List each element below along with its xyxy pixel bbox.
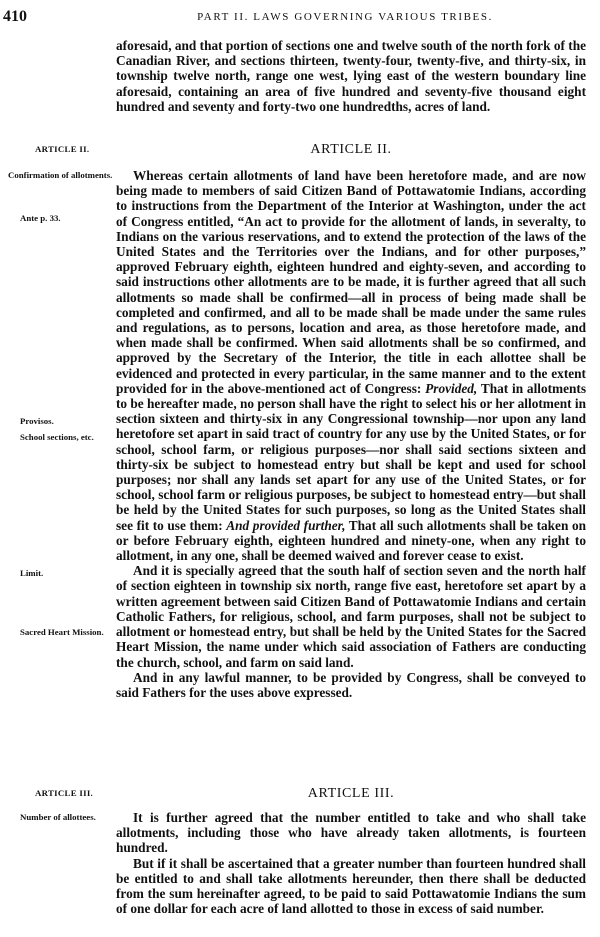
- margin-article-label: ARTICLE III.: [35, 788, 94, 798]
- page-number: 410: [3, 8, 27, 25]
- margin-note-provisos: Provisos.: [20, 416, 54, 426]
- margin-article-label: ARTICLE II.: [35, 144, 90, 154]
- paragraph: But if it shall be ascertained that a greater number than fourteen hundred shall be entitled to and shall take allotments hereunder, then there shall be deducted from the sum hereinafter agreed, to be paid to said Pottawatomie Indians the sum of one dollar for each acre of land allotted to those in excess of said number.: [116, 855, 586, 917]
- margin-note-confirmation: Confirmation of allotments.: [8, 170, 113, 180]
- text-run: That all such allotments shall be taken on or before February eighth, eighteen hundred and ninety-one, when any right to allotment, in any one, shall be deemed waived and forever cease to exist.: [116, 517, 586, 564]
- article-2-body: [116, 168, 586, 700]
- paragraph: aforesaid, and that portion of sections one and twelve south of the north fork of the Canadian River, and sections thirteen, twenty-four, twenty-five, and thirty-six, in township twelve north, range one west, lying east of the western boundary line aforesaid, containing an area of five hundred and seventy-five thousand eight hundred and seventy and forty-two one hundredths, acres of land.: [116, 38, 586, 114]
- text-run: Whereas certain allotments of land have been heretofore made, and are now being made to members of said Citizen Band of Pottawatomie Indians, according to instructions from the Department of the Interior at Washington, under the act of Congress entitled, “An act to provide for the allotment of lands, in severalty, to Indians on the various reservations, and to extend the protection of the laws of the United States and the Territories over the Indians, and for other purposes,” approved February eighth, eighteen hundred and eighty-seven, and according to said instructions other allotments are to be made, it is further agreed that all such allotments so made shall be confirmed—all in process of being made shall be completed and confirmed, and all to be made shall be made under the same rules and regulations, as to persons, location and area, as those heretofore made, and when made shall be confirmed. When said allotments shall be so confirmed, and approved by the Secretary of the Interior, the title in each allottee shall be evidenced and protected in every particular, in the same manner and to the extent provided for in the above-mentioned act of Congress:: [116, 168, 586, 396]
- margin-note-school-sections: School sections, etc.: [20, 432, 94, 442]
- running-title: PART II. LAWS GOVERNING VARIOUS TRIBES.: [197, 11, 493, 23]
- continuation-block: [116, 38, 586, 114]
- paragraph: And in any lawful manner, to be provided by Congress, shall be conveyed to said Fathers for the uses above expressed.: [116, 669, 586, 700]
- margin-note-sacred-heart: Sacred Heart Mission.: [20, 627, 104, 637]
- paragraph: It is further agreed that the number entitled to take and who shall take allotments, including those who have already taken allotments, is fourteen hundred.: [116, 810, 586, 856]
- article-3-body: [116, 810, 586, 916]
- text-run: That in allotments to be hereafter made, no person shall have the right to select his or her allotment in section sixteen and thirty-six in any Congressional township—nor upon any land heretofore set apart in said tract of country for any use by the United States, or for school, school farm, or religious purposes—nor shall said sections sixteen and thirty-six be subject to homestead entry but shall be kept and used for school purposes; nor shall any lands set apart for any use of the United States, or for school, school farm or religious purposes, be subject to homestead entry—but shall be held by the United States for such purposes, so long as the United States shall see fit to use them:: [116, 380, 587, 533]
- margin-note-limit: Limit.: [20, 568, 44, 578]
- paragraph: And it is specially agreed that the south half of section seven and the north half of section eighteen in township six north, range five east, heretofore set apart by a written agreement between said Citizen Band of Pottawatomie Indians and certain Catholic Fathers, for religious, school, and farm purposes, shall not be subject to allotment or homestead entry, but shall be held by the United States for the Sacred Heart Mission, the name under which said association of Fathers are conducting the church, school, and farm on said land.: [116, 563, 586, 670]
- and-provided-term: And provided further,: [226, 517, 346, 533]
- article-heading: ARTICLE II.: [310, 142, 392, 157]
- margin-note-ante: Ante p. 33.: [20, 213, 61, 223]
- page-header: [0, 8, 600, 28]
- provided-term: Provided,: [425, 380, 478, 396]
- article-heading: ARTICLE III.: [307, 786, 395, 801]
- margin-note-number-allottees: Number of allottees.: [20, 812, 96, 822]
- paragraph: [116, 168, 586, 563]
